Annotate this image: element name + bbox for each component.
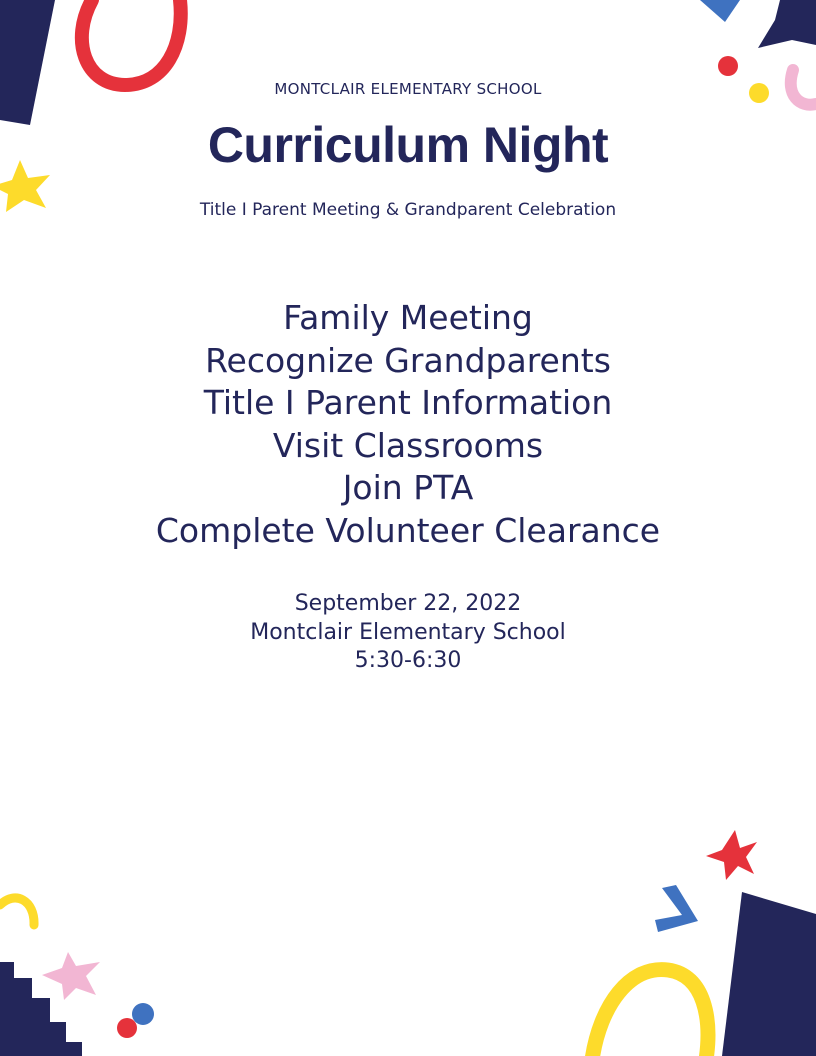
yellow-arc-bottom-left bbox=[0, 898, 34, 925]
event-location: Montclair Elementary School bbox=[250, 619, 566, 645]
red-ribbon-top-left bbox=[82, 0, 181, 85]
event-time: 5:30-6:30 bbox=[354, 648, 462, 673]
agenda-item: Family Meeting bbox=[283, 298, 533, 337]
blue-chevron-bottom-right bbox=[655, 885, 698, 932]
navy-block-bottom-right bbox=[722, 892, 816, 1056]
event-date: September 22, 2022 bbox=[294, 591, 522, 616]
red-dot-bottom-left bbox=[117, 1018, 137, 1038]
navy-block-top-left bbox=[0, 0, 55, 125]
agenda-item: Recognize Grandparents bbox=[205, 340, 611, 380]
blue-dot-bottom-left bbox=[132, 1003, 154, 1025]
agenda-item: Title I Parent Information bbox=[203, 383, 613, 422]
pink-star-bottom-left bbox=[42, 952, 100, 1000]
event-details bbox=[0, 590, 816, 676]
blue-triangle-top-right bbox=[700, 0, 740, 22]
red-star-bottom-right bbox=[706, 830, 757, 880]
yellow-ribbon-bottom-right bbox=[592, 970, 708, 1056]
agenda-item: Visit Classrooms bbox=[272, 425, 544, 465]
agenda-item: Complete Volunteer Clearance bbox=[155, 510, 661, 550]
red-dot-top-right bbox=[718, 56, 738, 76]
agenda-list bbox=[0, 297, 816, 552]
agenda-item: Join PTA bbox=[342, 468, 474, 507]
navy-star-top-right bbox=[758, 0, 816, 48]
page-title: Curriculum Night bbox=[207, 117, 609, 173]
page-subtitle: Title I Parent Meeting & Grandparent Celebration bbox=[199, 200, 617, 220]
school-name: MONTCLAIR ELEMENTARY SCHOOL bbox=[274, 80, 542, 98]
